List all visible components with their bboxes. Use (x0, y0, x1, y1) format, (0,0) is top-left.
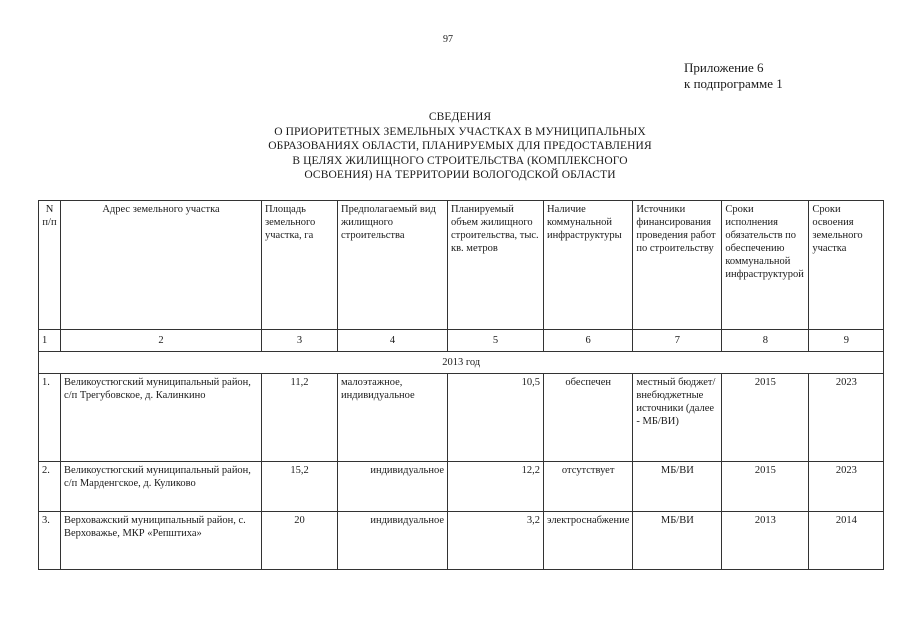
row-infrastructure: обеспечен (544, 374, 633, 462)
column-number: 9 (809, 330, 884, 352)
row-financing: местный бюджет/внебюджетные источники (далее - МБ/ВИ) (633, 374, 722, 462)
row-area: 15,2 (262, 462, 338, 512)
title-line-2: О ПРИОРИТЕТНЫХ ЗЕМЕЛЬНЫХ УЧАСТКАХ В МУНИЦИПАЛЬНЫХ (274, 125, 646, 138)
row-volume: 3,2 (448, 512, 544, 570)
appendix-caption (684, 60, 783, 92)
page-number: 97 (443, 34, 453, 45)
column-number: 1 (39, 330, 61, 352)
header-address: Адрес земельного участка (61, 201, 262, 330)
year-row (39, 352, 884, 374)
row-housing-type: малоэтажное, индивидуальное (338, 374, 448, 462)
row-address: Верховажский муниципальный район, с. Верховажье, МКР «Репштиха» (61, 512, 262, 570)
row-housing-type: индивидуальное (338, 462, 448, 512)
row-volume: 12,2 (448, 462, 544, 512)
column-number-row (39, 330, 884, 352)
document-title (200, 110, 720, 183)
row-area: 20 (262, 512, 338, 570)
header-number: N п/п (39, 201, 61, 330)
row-financing: МБ/ВИ (633, 462, 722, 512)
title-line-3: ОБРАЗОВАНИЯХ ОБЛАСТИ, ПЛАНИРУЕМЫХ ДЛЯ ПРЕДОСТАВЛЕНИЯ (268, 140, 652, 152)
row-development-term: 2023 (809, 462, 884, 512)
header-infrastructure: Наличие коммунальной инфраструктуры (544, 201, 633, 330)
row-number: 3. (39, 512, 61, 570)
column-number: 7 (633, 330, 722, 352)
row-financing: МБ/ВИ (633, 512, 722, 570)
year-label: 2013 год (39, 352, 884, 374)
table-row (39, 512, 884, 570)
title-line-1: СВЕДЕНИЯ (428, 111, 492, 123)
header-housing-type: Предполагаемый вид жилищного строительства (338, 201, 448, 330)
row-number: 2. (39, 462, 61, 512)
row-infra-term: 2015 (722, 374, 809, 462)
table-row (39, 374, 884, 462)
table-row (39, 462, 884, 512)
column-number: 4 (338, 330, 448, 352)
row-housing-type: индивидуальное (338, 512, 448, 570)
land-plots-table (38, 200, 884, 570)
row-development-term: 2014 (809, 512, 884, 570)
title-line-4: В ЦЕЛЯХ ЖИЛИЩНОГО СТРОИТЕЛЬСТВА (КОМПЛЕКСНОГО (292, 154, 628, 167)
header-area: Площадь земельного участка, га (262, 201, 338, 330)
title-line-5: ОСВОЕНИЯ) НА ТЕРРИТОРИИ ВОЛОГОДСКОЙ ОБЛАСТИ (304, 169, 616, 181)
column-number: 8 (722, 330, 809, 352)
appendix-line-1: Приложение 6 (684, 60, 764, 75)
header-volume: Планируемый объем жилищного строительства, тыс. кв. метров (448, 201, 544, 330)
appendix-line-2: к подпрограмме 1 (684, 76, 783, 91)
row-infra-term: 2015 (722, 462, 809, 512)
header-infra-term: Сроки исполнения обязательств по обеспечению коммунальной инфраструктурой (722, 201, 809, 330)
column-number: 6 (544, 330, 633, 352)
column-number: 2 (61, 330, 262, 352)
row-number: 1. (39, 374, 61, 462)
table-header-row (39, 201, 884, 330)
row-address: Великоустюгский муниципальный район, с/п Марденгское, д. Куликово (61, 462, 262, 512)
column-number: 3 (262, 330, 338, 352)
row-area: 11,2 (262, 374, 338, 462)
column-number: 5 (448, 330, 544, 352)
row-infrastructure: отсутствует (544, 462, 633, 512)
row-volume: 10,5 (448, 374, 544, 462)
header-financing: Источники финансирования проведения работ по строительству (633, 201, 722, 330)
row-development-term: 2023 (809, 374, 884, 462)
header-development-term: Сроки освоения земельного участка (809, 201, 884, 330)
row-address: Великоустюгский муниципальный район, с/п Трегубовское, д. Калинкино (61, 374, 262, 462)
row-infrastructure: электроснабжение (544, 512, 633, 570)
row-infra-term: 2013 (722, 512, 809, 570)
